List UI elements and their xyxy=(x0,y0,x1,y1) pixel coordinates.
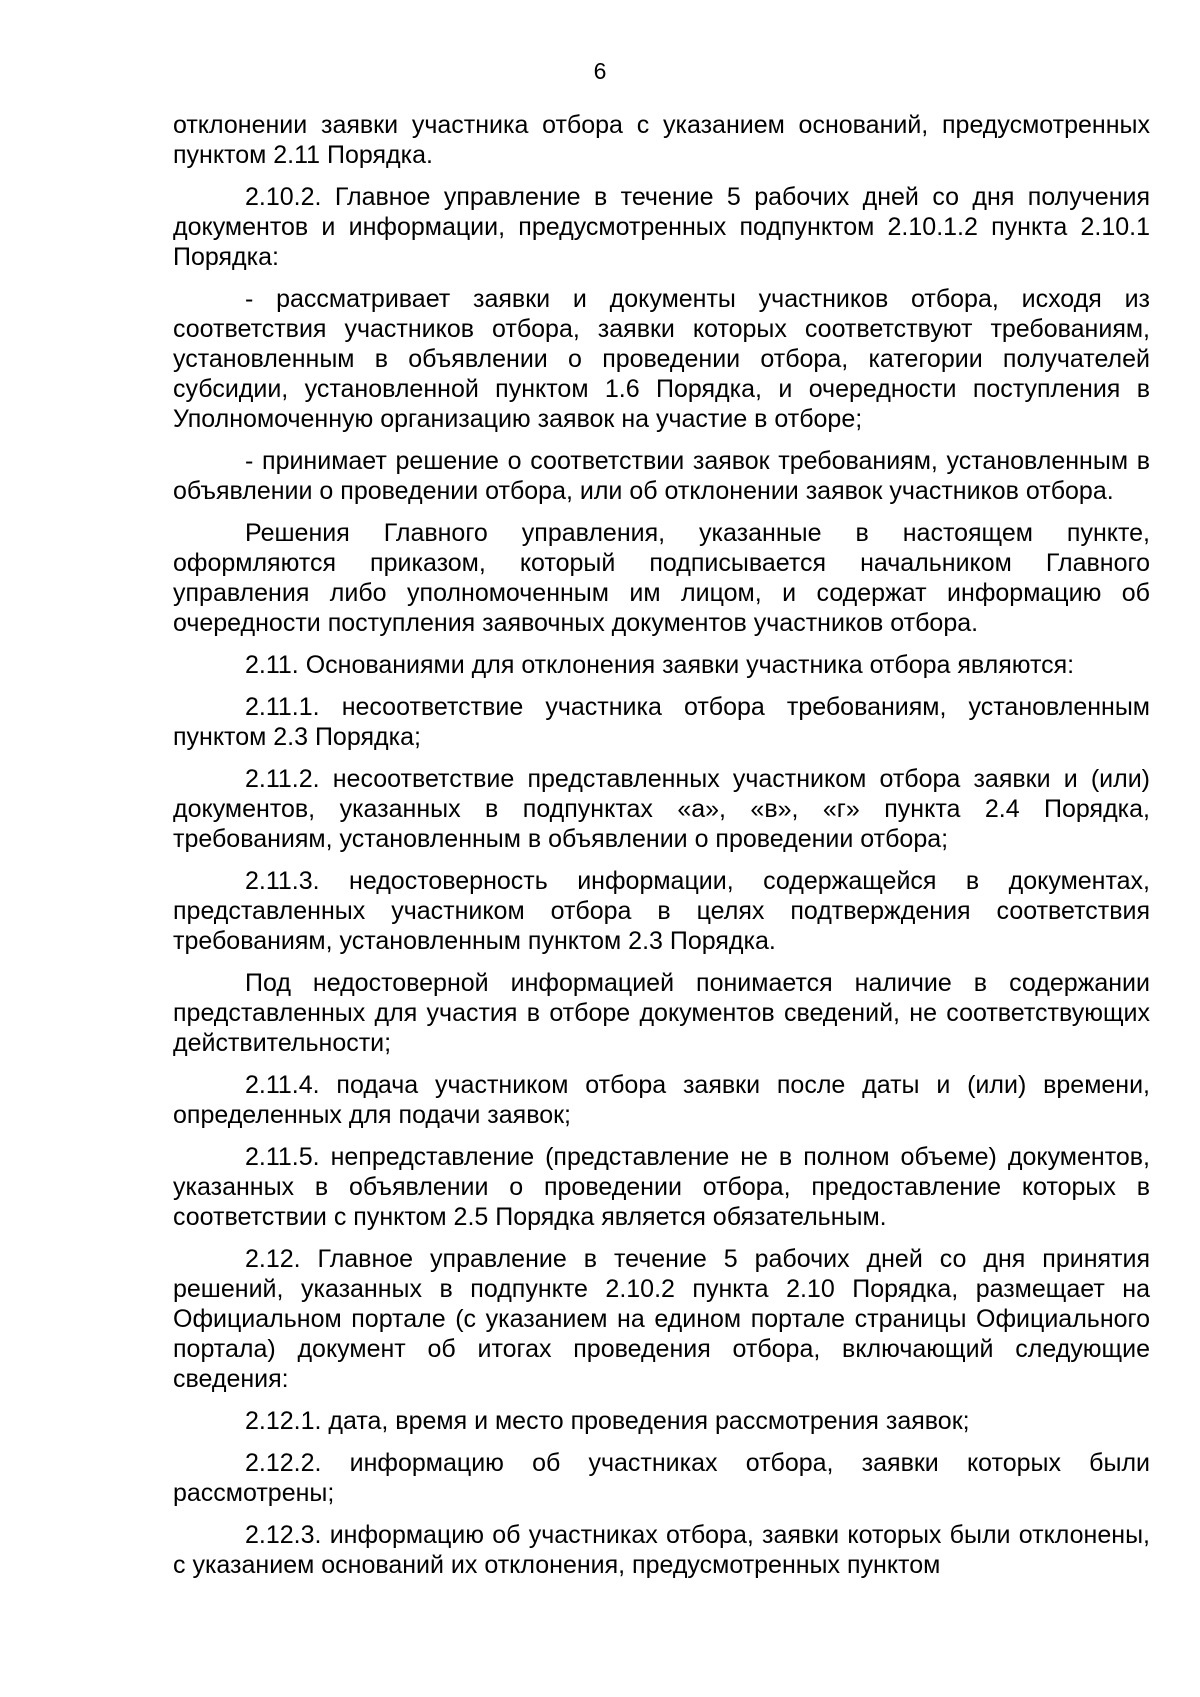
paragraph: 2.11.5. непредставление (представление не в полном объеме) документов, указанных в объявлении о проведении отбора, предоставление которых в соответствии с пунктом 2.5 Порядка является обязательным. xyxy=(173,1143,1150,1231)
paragraph: - рассматривает заявки и документы участников отбора, исходя из соответствия участников отбора, заявки которых соответствуют требованиям, установленным в объявлении о проведении отбора, категории получателей субсидии, установленной пунктом 1.6 Порядка, и очередности поступления в Уполномоченную организацию заявок на участие в отборе; xyxy=(173,285,1150,433)
paragraph: отклонении заявки участника отбора с указанием оснований, предусмотренных пунктом 2.11 Порядка. xyxy=(173,111,1150,169)
document-body xyxy=(173,110,1150,1592)
paragraph: 2.12.2. информацию об участниках отбора, заявки которых были рассмотрены; xyxy=(173,1449,1150,1507)
paragraph: 2.11.4. подача участником отбора заявки после даты и (или) времени, определенных для подачи заявок; xyxy=(173,1071,1150,1129)
page-number: 6 xyxy=(593,58,607,84)
paragraph: Решения Главного управления, указанные в настоящем пункте, оформляются приказом, который подписывается начальником Главного управления либо уполномоченным им лицом, и содержат информацию об очередности поступления заявочных документов участников отбора. xyxy=(173,519,1150,637)
paragraph: 2.11. Основаниями для отклонения заявки участника отбора являются: xyxy=(245,651,1075,679)
paragraph: Под недостоверной информацией понимается наличие в содержании представленных для участия в отборе документов сведений, не соответствующих действительности; xyxy=(173,969,1150,1057)
paragraph: 2.12.3. информацию об участниках отбора, заявки которых были отклонены, с указанием оснований их отклонения, предусмотренных пунктом xyxy=(173,1521,1150,1579)
paragraph: 2.11.1. несоответствие участника отбора требованиям, установленным пунктом 2.3 Порядка; xyxy=(173,693,1150,751)
paragraph: 2.10.2. Главное управление в течение 5 рабочих дней со дня получения документов и информации, предусмотренных подпунктом 2.10.1.2 пункта 2.10.1 Порядка: xyxy=(173,183,1150,271)
paragraph: 2.12. Главное управление в течение 5 рабочих дней со дня принятия решений, указанных в подпункте 2.10.2 пункта 2.10 Порядка, размещает на Официальном портале (с указанием на едином портале страницы Официального портала) документ об итогах проведения отбора, включающий следующие сведения: xyxy=(173,1245,1150,1393)
paragraph: - принимает решение о соответствии заявок требованиям, установленным в объявлении о проведении отбора, или об отклонении заявок участников отбора. xyxy=(173,447,1150,505)
paragraph: 2.11.2. несоответствие представленных участником отбора заявки и (или) документов, указанных в подпунктах «а», «в», «г» пункта 2.4 Порядка, требованиям, установленным в объявлении о проведении отбора; xyxy=(173,765,1150,853)
paragraph: 2.11.3. недостоверность информации, содержащейся в документах, представленных участником отбора в целях подтверждения соответствия требованиям, установленным пунктом 2.3 Порядка. xyxy=(173,867,1150,955)
paragraph: 2.12.1. дата, время и место проведения рассмотрения заявок; xyxy=(245,1407,970,1435)
